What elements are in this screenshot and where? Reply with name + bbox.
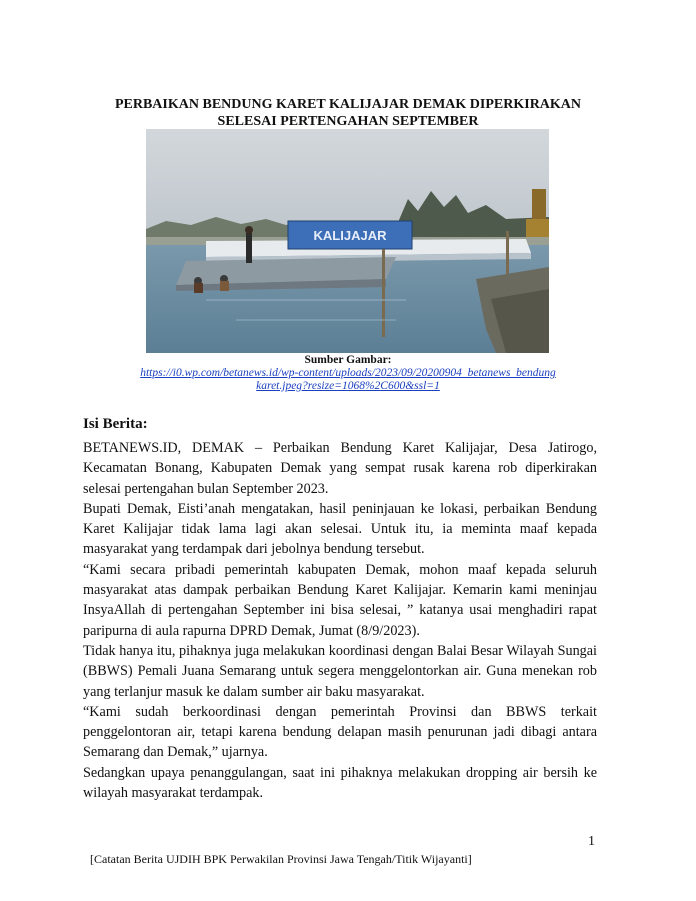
article-paragraph: Sedangkan upaya penanggulangan, saat ini pihaknya melakukan dropping air bersih ke wilayah masyarakat terdampak. [83, 764, 597, 802]
article-paragraph: “Kami sudah berkoordinasi dengan pemerintah Provinsi dan BBWS terkait penggelontoran air, tetapi karena bendung delapan masih penurunan jadi dibagi antara Semarang dan Demak,” ujarnya. [83, 703, 597, 761]
image-source-link[interactable] [120, 367, 576, 393]
article-photo [146, 129, 549, 353]
title-line-1: PERBAIKAN BENDUNG KARET KALIJAJAR DEMAK DIPERKIRAKAN [114, 97, 582, 112]
article-paragraph: BETANEWS.ID, DEMAK – Perbaikan Bendung Karet Kalijajar, Desa Jatirogo, Kecamatan Bonang, Kabupaten Demak yang sempat rusak karena rob diperkirakan selesai pertengahan bulan September 2023. [83, 440, 597, 497]
article-body [83, 438, 597, 803]
section-heading: Isi Berita: [83, 416, 148, 432]
page-footer: [Catatan Berita UJDIH BPK Perwakilan Provinsi Jawa Tengah/Titik Wijayanti] [90, 852, 472, 866]
article-paragraph: Bupati Demak, Eisti’anah mengatakan, hasil peninjauan ke lokasi, perbaikan Bendung Karet Kalijajar tidak lama lagi akan selesai. Untuk itu, ia meminta maaf kepada masyarakat yang terdampak dari jebolnya bendung tersebut. [83, 500, 597, 558]
photo-caption [120, 354, 576, 393]
dam-sign-text: KALIJAJAR [313, 228, 387, 243]
image-source-link-line-1[interactable]: https://i0.wp.com/betanews.id/wp-content/uploads/2023/09/20200904_betanews_bendung [140, 367, 556, 379]
page-number: 1 [588, 834, 595, 849]
caption-label: Sumber Gambar: [304, 354, 392, 366]
image-source-link-line-2[interactable]: karet.jpeg?resize=1068%2C600&ssl=1 [256, 380, 440, 392]
article-title [90, 96, 606, 130]
article-paragraph: Tidak hanya itu, pihaknya juga melakukan koordinasi dengan Balai Besar Wilayah Sungai (BBWS) Pemali Juana Semarang untuk segera menggelontorkan air. Guna menekan rob yang terlanjur masuk ke dalam sumber air baku masyarakat. [83, 642, 597, 700]
title-line-2: SELESAI PERTENGAHAN SEPTEMBER [217, 114, 479, 129]
article-paragraph: “Kami secara pribadi pemerintah kabupaten Demak, mohon maaf kepada seluruh masyarakat atas dampak perbaikan Bendung Karet Kalijajar. Kemarin kami meninjau InsyaAllah di pertengahan September ini bisa selesai, ” katanya usai menghadiri rapat paripurna di aula rapurna DPRD Demak, Jumat (8/9/2023). [83, 561, 597, 639]
